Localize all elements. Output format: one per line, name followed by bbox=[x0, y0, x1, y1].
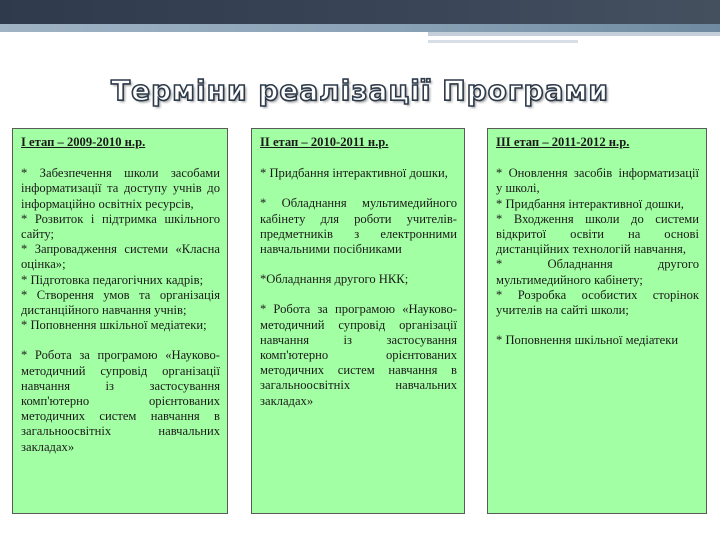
slide-title: Терміни реалізації Програми bbox=[110, 74, 609, 107]
accent-line bbox=[428, 32, 720, 36]
stage-2-item: *Обладнання другого НКК; bbox=[260, 272, 409, 287]
stage-2-item: * Робота за програмою «Науково-методичний супровід організації навчання із застосування комп'ютерно орієнтованих методичних систем навчання в загальноосвітніх навчальних закладах» bbox=[260, 302, 457, 408]
stage-3-heading: ІІІ етап – 2011-2012 н.р. bbox=[496, 135, 630, 149]
accent-line-short bbox=[428, 40, 578, 43]
stage-1-item: * Робота за програмою «Науково-методичний супровід організації навчання із застосування комп'ютерно орієнтованих методичних систем навчання в загальноосвітніх навчальних закладах» bbox=[21, 348, 220, 454]
stage-3-item: * Розробка особистих сторінок учителів на сайті школи; bbox=[496, 287, 699, 318]
stage-3-item: * Обладнання другого мультимедийного кабінету; bbox=[496, 257, 699, 287]
stage-1-column bbox=[12, 128, 228, 514]
top-header-bar bbox=[0, 0, 720, 24]
stage-1-item: * Розвиток і підтримка шкільного сайту; bbox=[21, 211, 220, 242]
stage-1-item: * Забезпечення школи засобами інформатизації та доступу учнів до інформаційно освітніх ресурсів, bbox=[21, 166, 220, 211]
stage-2-item: * Придбання інтерактивної дошки, bbox=[260, 166, 448, 181]
stage-3-item: * Придбання інтерактивної дошки, bbox=[496, 196, 684, 211]
stage-1-item: * Запровадження системи «Класна оцінка»; bbox=[21, 242, 220, 272]
stage-3-item: * Входження школи до системи відкритої освіти на основі дистанційних технологій навчання, bbox=[496, 211, 699, 257]
stage-1-item: * Підготовка педагогічних кадрів; bbox=[21, 272, 204, 287]
stage-1-heading: І етап – 2009-2010 н.р. bbox=[21, 135, 146, 149]
stage-1-item: * Створення умов та організація дистанційного навчання учнів; bbox=[21, 287, 220, 318]
top-accent-bar bbox=[0, 24, 720, 32]
stage-3-item: * Оновлення засобів інформатизації у школі, bbox=[496, 166, 699, 196]
stage-3-column bbox=[487, 128, 707, 514]
stage-2-heading: ІІ етап – 2010-2011 н.р. bbox=[260, 135, 389, 149]
stage-1-item: * Поповнення шкільної медіатеки; bbox=[21, 318, 207, 333]
stage-2-item: * Обладнання мультимедийного кабінету для роботи учителів-предметників з електронними навчальними посібниками bbox=[260, 196, 457, 257]
stage-2-column bbox=[251, 128, 465, 514]
stage-3-item: * Поповнення шкільної медіатеки bbox=[496, 333, 679, 348]
